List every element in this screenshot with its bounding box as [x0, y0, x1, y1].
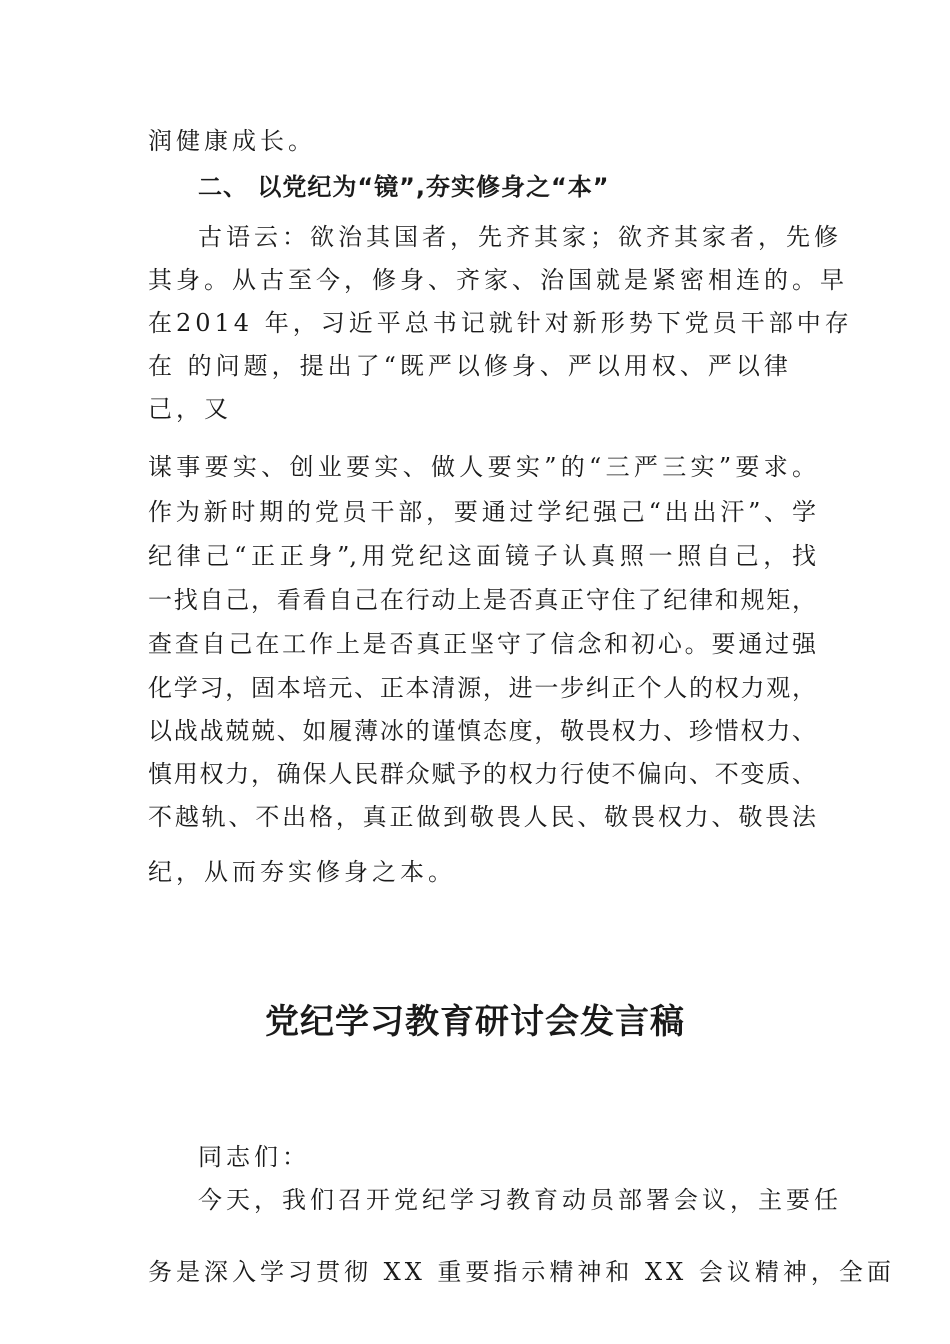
- paragraph-line: 纪律己“正正身”,用党纪这面镜子认真照一照自己，找: [148, 542, 816, 570]
- paragraph-line: 古语云：欲治其国者，先齐其家；欲齐其家者，先修: [198, 223, 842, 251]
- paragraph-line: 谋事要实、创业要实、做人要实”的“三严三实”要求。: [148, 453, 816, 481]
- paragraph-line: 以战战兢兢、如履薄冰的谨慎态度，敬畏权力、珍惜权力、: [148, 717, 816, 745]
- salutation: 同志们：: [198, 1143, 310, 1171]
- paragraph-line: 今天，我们召开党纪学习教育动员部署会议，主要任: [198, 1186, 842, 1214]
- document-title: 党纪学习教育研讨会发言稿: [265, 1002, 685, 1042]
- paragraph-line: 慎用权力，确保人民群众赋予的权力行使不偏向、不变质、: [148, 760, 816, 788]
- paragraph-line: 查查自己在工作上是否真正坚守了信念和初心。要通过强: [148, 630, 816, 658]
- paragraph-line: 在2014 年，习近平总书记就针对新形势下党员干部中存: [148, 309, 853, 337]
- paragraph-line: 其身。从古至今，修身、齐家、治国就是紧密相连的。早: [148, 266, 848, 294]
- paragraph-line: 己，又: [148, 395, 232, 423]
- paragraph-line: 化学习，固本培元、正本清源，进一步纠正个人的权力观，: [148, 674, 816, 702]
- paragraph-line: 务是深入学习贯彻 XX 重要指示精神和 XX 会议精神，全面: [148, 1258, 895, 1286]
- paragraph-line: 在 的问题，提出了“既严以修身、严以用权、严以律: [148, 352, 792, 380]
- paragraph-line: 不越轨、不出格，真正做到敬畏人民、敬畏权力、敬畏法: [148, 803, 816, 831]
- paragraph-line: 纪，从而夯实修身之本。: [148, 858, 456, 886]
- paragraph-line: 作为新时期的党员干部，要通过学纪强己“出出汗”、学: [148, 498, 816, 526]
- section-heading: 二、 以党纪为“镜”,夯实修身之“本”: [198, 173, 610, 201]
- paragraph-line: 润健康成长。: [148, 127, 316, 155]
- paragraph-line: 一找自己，看看自己在行动上是否真正守住了纪律和规矩，: [148, 586, 816, 614]
